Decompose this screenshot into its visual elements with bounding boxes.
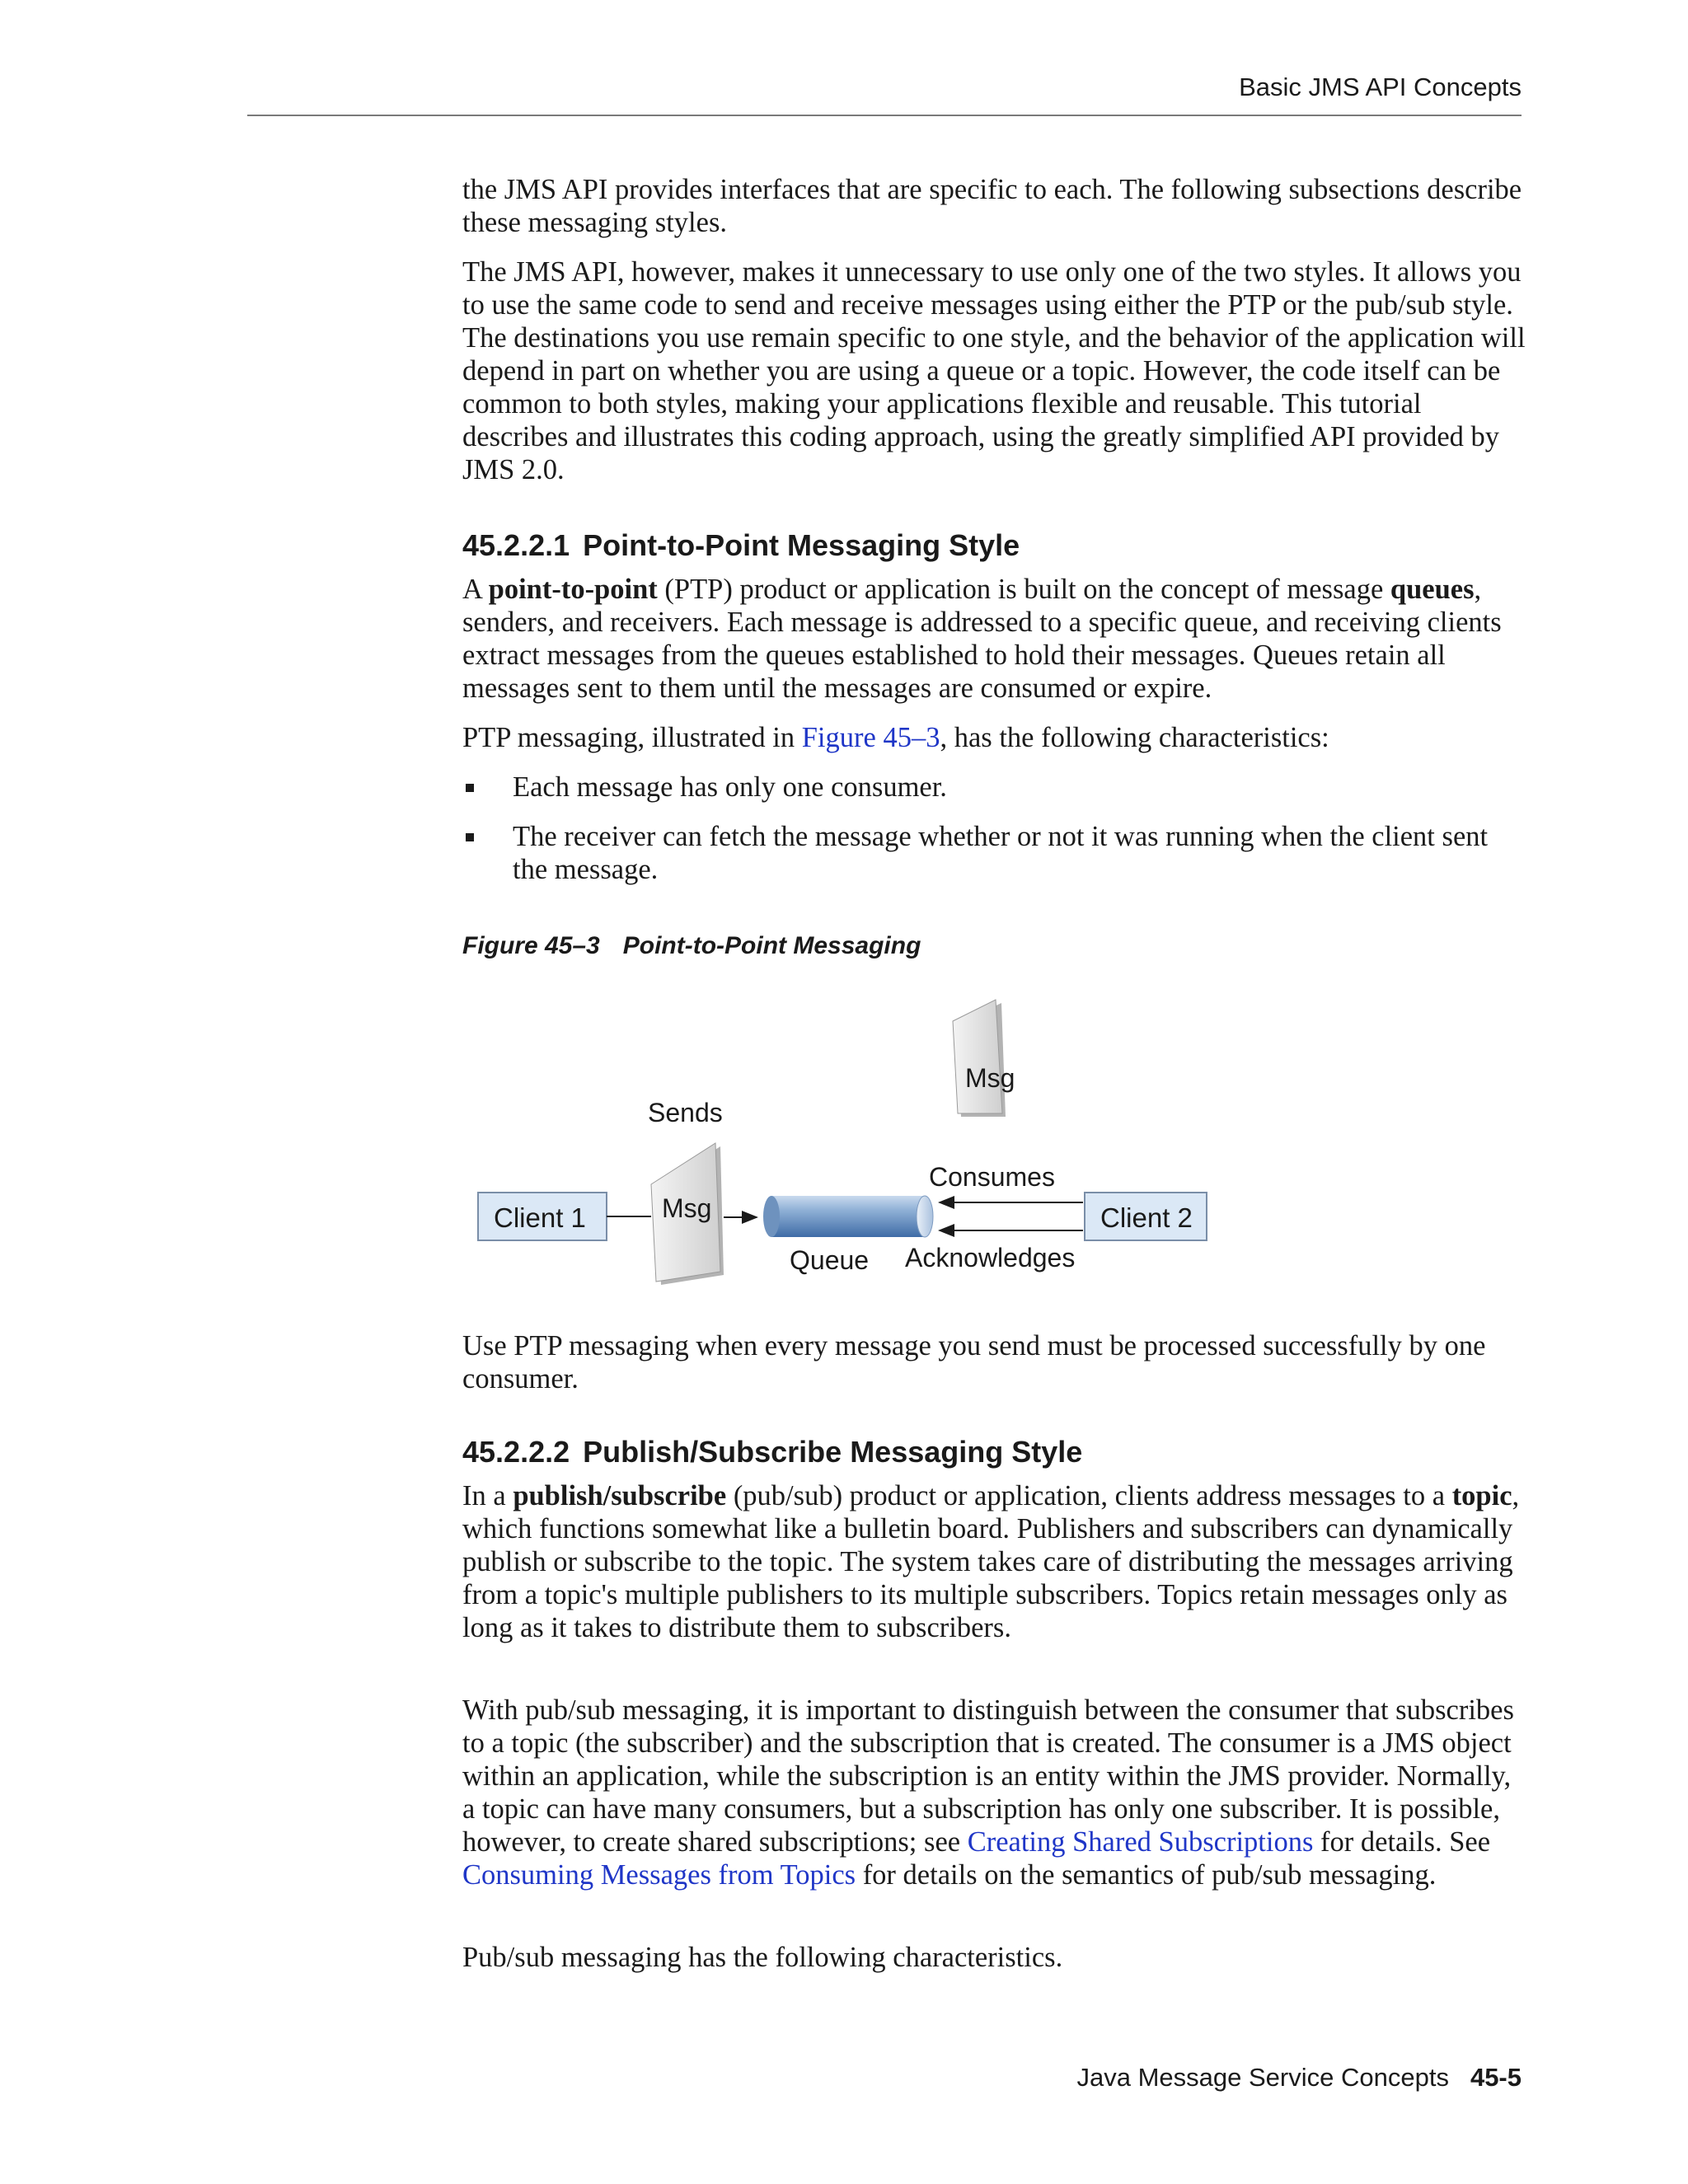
- figure-caption: [462, 930, 921, 963]
- msg-label-middle: Msg: [662, 1193, 712, 1223]
- ptp-paragraph-3: Use PTP messaging when every message you send must be processed successfully by one consumer.: [462, 1330, 1486, 1394]
- figure-45-3-link[interactable]: Figure 45–3: [801, 722, 940, 753]
- term-publish-subscribe: publish/subscribe: [513, 1480, 727, 1511]
- figure-number: Figure 45–3: [462, 932, 600, 959]
- queue-cylinder: [763, 1196, 933, 1237]
- figure-title: Point-to-Point Messaging: [622, 932, 921, 959]
- page-footer: [247, 2063, 1522, 2093]
- ptp-paragraph-2: PTP messaging, illustrated in Figure 45–3, has the following characteristics:: [462, 722, 1329, 753]
- creating-shared-subscriptions-link[interactable]: Creating Shared Subscriptions: [967, 1826, 1314, 1858]
- ptp-diagram: [445, 985, 1236, 1298]
- ptp-characteristics-list: [462, 771, 1526, 902]
- section-title: Publish/Subscribe Messaging Style: [583, 1435, 1083, 1469]
- running-header: Basic JMS API Concepts: [1239, 73, 1522, 101]
- section-title: Point-to-Point Messaging Style: [583, 528, 1020, 562]
- pubsub-paragraph-3: Pub/sub messaging has the following characteristics.: [462, 1942, 1063, 1973]
- term-queues: queues: [1390, 574, 1475, 605]
- list-item: The receiver can fetch the message whether or not it was running when the client sent the message.: [462, 820, 1526, 886]
- bullet-square-icon: [466, 833, 474, 841]
- intro-paragraph-1: the JMS API provides interfaces that are specific to each. The following subsections describe these messaging styles.: [462, 174, 1522, 238]
- sent-msg-doc: [651, 1143, 724, 1285]
- acknowledges-label: Acknowledges: [905, 1243, 1076, 1272]
- consumes-label: Consumes: [929, 1162, 1055, 1192]
- section-number: 45.2.2.2: [462, 1435, 570, 1469]
- pubsub-paragraph-1: In a publish/subscribe (pub/sub) product or application, clients address messages to a topic, which functions somewhat like a bulletin board. Publishers and subscribers can dynamically publish or subscribe to the topic. The system takes care of distributing the messages arriving from a topic's multiple publishers to its multiple subscribers. Topics retain messages only as long as it takes to distribute them to subscribers.: [462, 1480, 1520, 1643]
- queue-label: Queue: [790, 1245, 870, 1275]
- sends-label: Sends: [648, 1098, 723, 1127]
- term-topic: topic: [1451, 1480, 1512, 1511]
- client-2-box: [1085, 1193, 1207, 1240]
- section-heading-pubsub: [462, 1436, 1082, 1469]
- section-number: 45.2.2.1: [462, 528, 570, 562]
- pubsub-paragraph-2: With pub/sub messaging, it is important to distinguish between the consumer that subscribes to a topic (the subscriber) and the subscription that is created. The consumer is a JMS object within an application, while the subscription is an entity within the JMS provider. Normally, a topic can have many consumers, but a subscription has only one subscriber. It is possible, however, to create shared subscriptions; see Creating Shared Subscriptions for details. See Consuming Messages from Topics for details on the semantics of pub/sub messaging.: [462, 1694, 1514, 1891]
- footer-chapter: Java Message Service Concepts: [1076, 2063, 1449, 2092]
- client-1-label: Client 1: [494, 1202, 586, 1233]
- section-heading-ptp: [462, 529, 1020, 562]
- page-number: 45-5: [1470, 2063, 1522, 2092]
- bullet-square-icon: [466, 784, 474, 792]
- client-1-box: [478, 1193, 607, 1240]
- consumed-msg-doc: [953, 1000, 1015, 1117]
- ptp-paragraph-1: A point-to-point (PTP) product or application is built on the concept of message queues, senders, and receivers. Each message is addressed to a specific queue, and receiving clients extract messages from the queues established to hold their messages. Queues retain all messages sent to them until the messages are consumed or expire.: [462, 574, 1502, 704]
- intro-paragraph-2: The JMS API, however, makes it unnecessary to use only one of the two styles. It allows you to use the same code to send and receive messages using either the PTP or the pub/sub style. The destinations you use remain specific to one style, and the behavior of the application will depend in part on whether you are using a queue or a topic. However, the code itself can be common to both styles, making your applications flexible and reusable. This tutorial describes and illustrates this coding approach, using the greatly simplified API provided by JMS 2.0.: [462, 256, 1526, 485]
- client-2-label: Client 2: [1100, 1202, 1193, 1233]
- list-item: Each message has only one consumer.: [462, 771, 1526, 804]
- consuming-messages-from-topics-link[interactable]: Consuming Messages from Topics: [462, 1859, 856, 1891]
- msg-label-top: Msg: [965, 1063, 1015, 1093]
- header-rule: [247, 115, 1522, 116]
- term-point-to-point: point-to-point: [488, 574, 658, 605]
